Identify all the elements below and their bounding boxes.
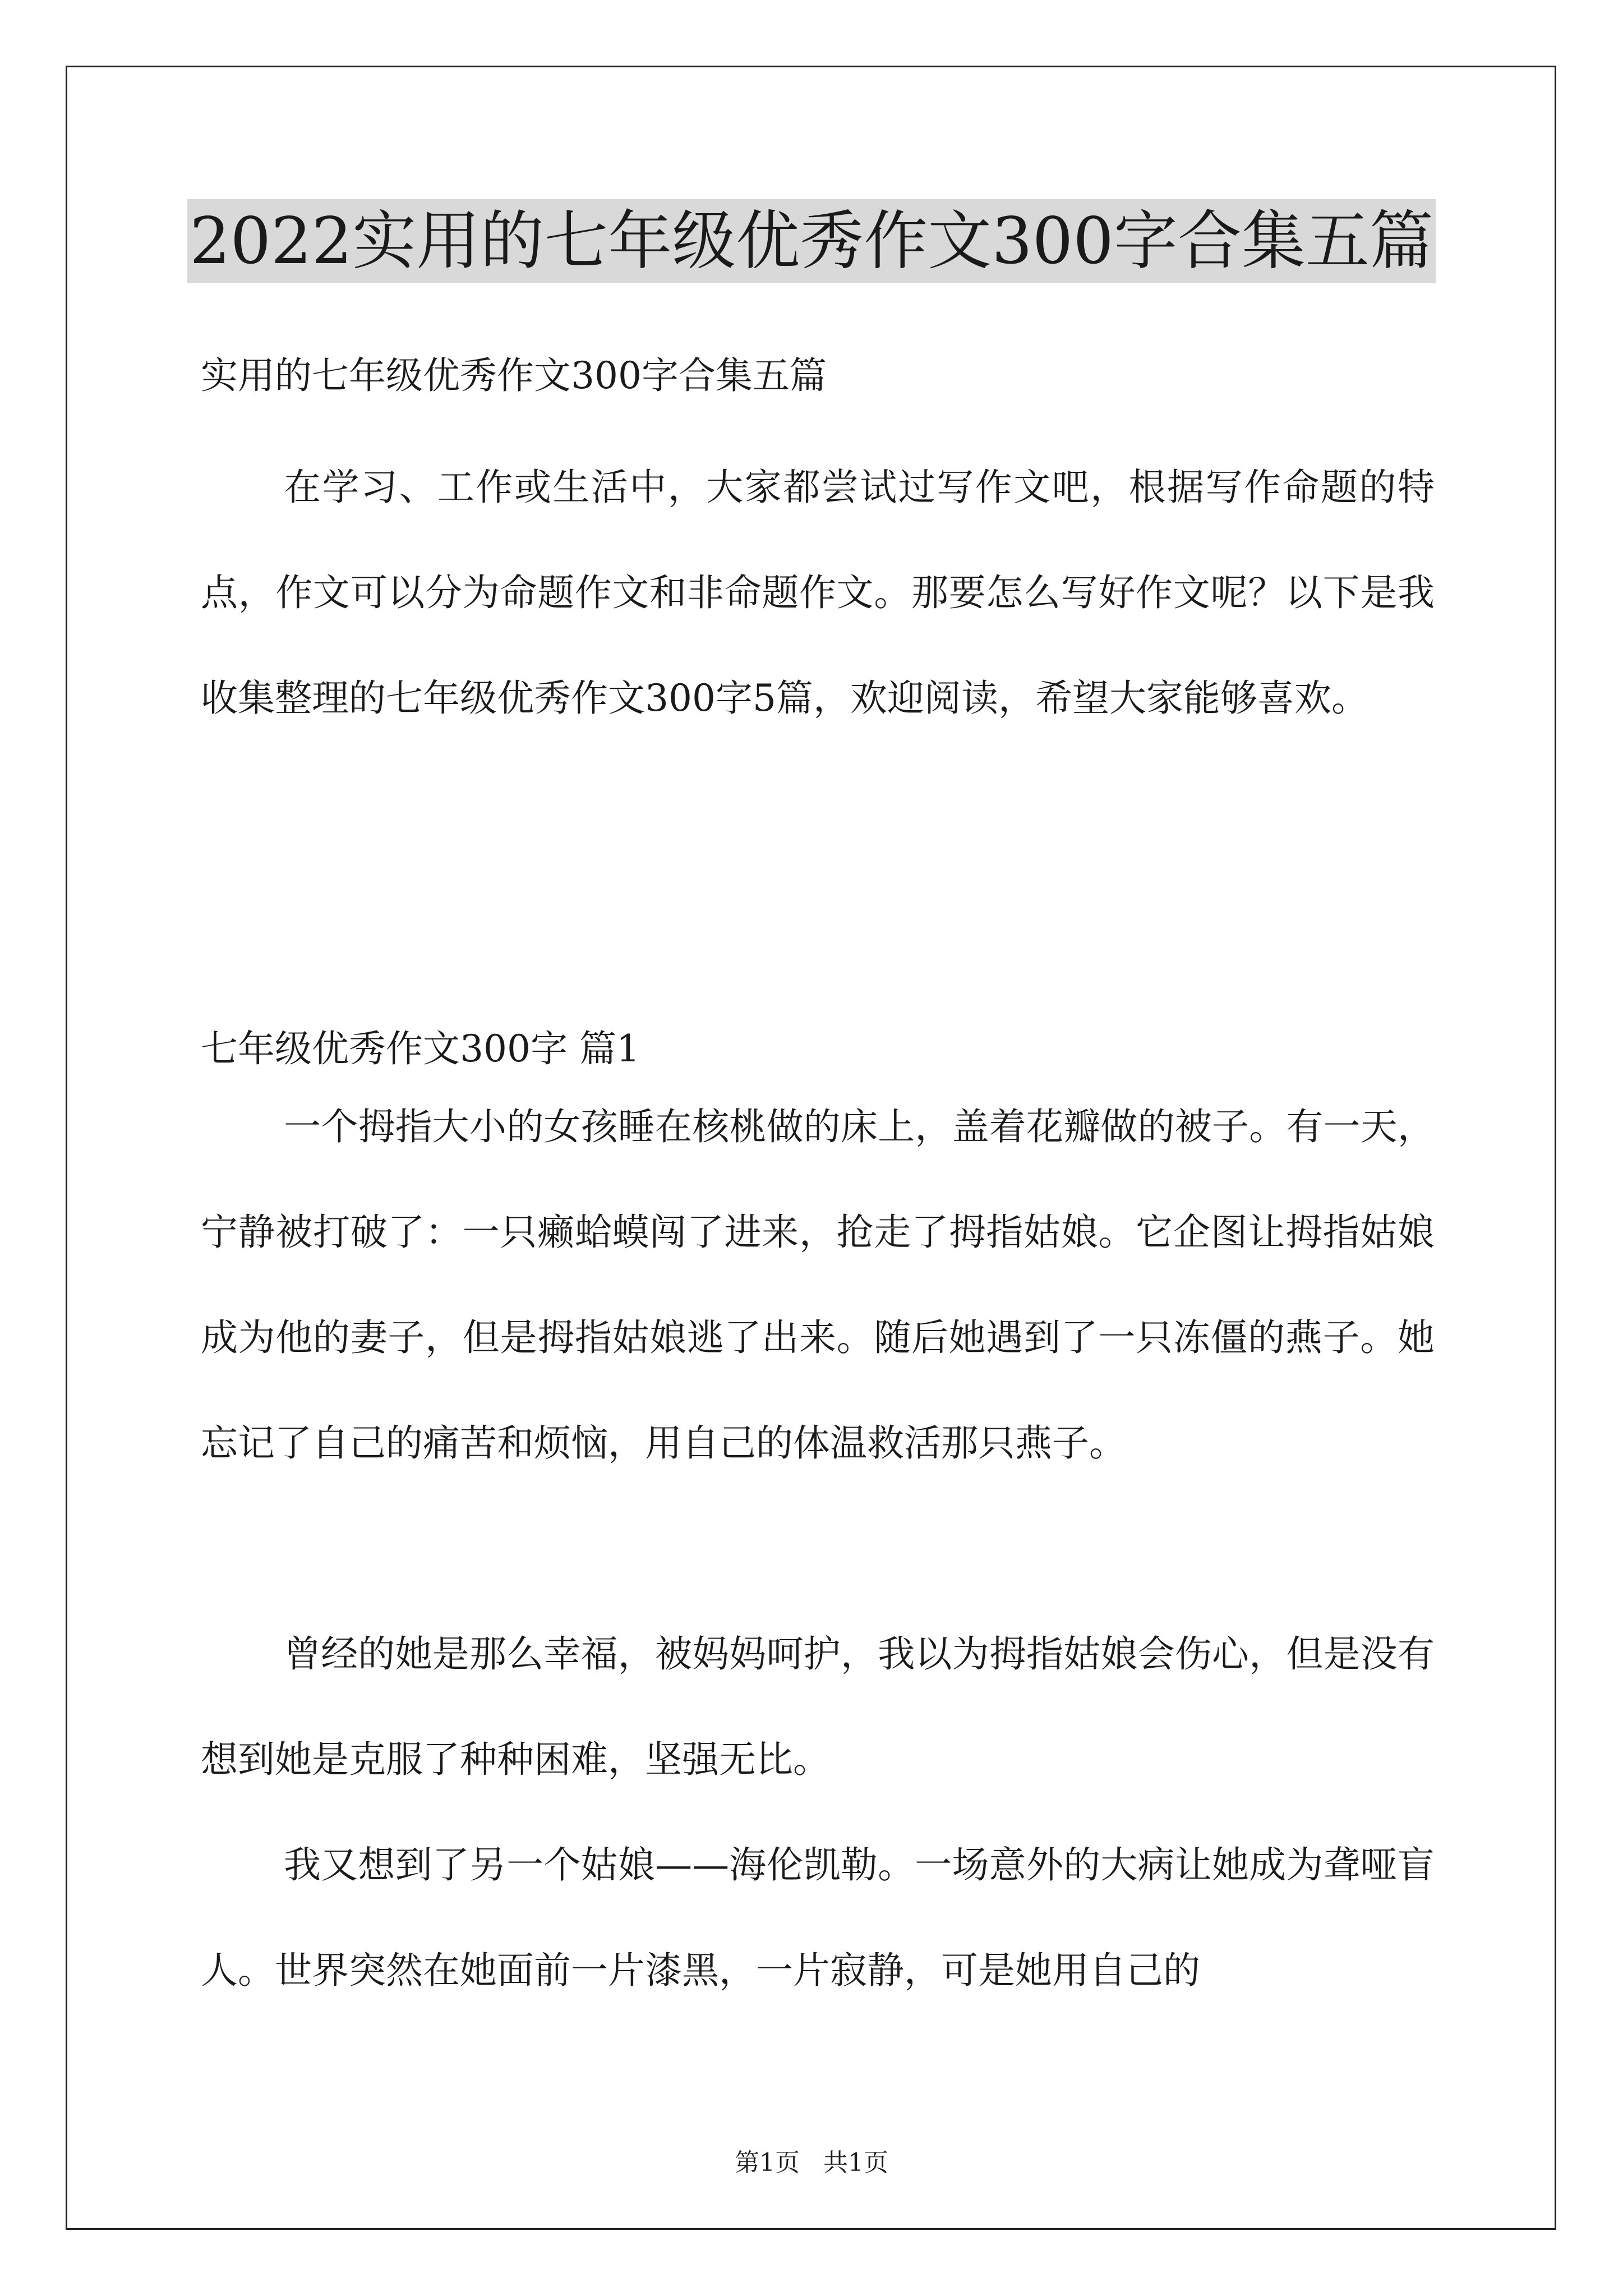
page-footer: 第1页 共1页 xyxy=(735,2148,888,2177)
intro-paragraph: 在学习、工作或生活中，大家都尝试过写作文吧，根据写作命题的特点，作文可以分为命题作文和非命题作文。那要怎么写好作文呢？以下是我收集整理的七年级优秀作文300字5篇，欢迎阅读，希望大家能够喜欢。 xyxy=(201,466,1435,720)
body-paragraph-2: 曾经的她是那么幸福，被妈妈呵护，我以为拇指姑娘会伤心，但是没有想到她是克服了种种困难，坚强无比。 xyxy=(201,1632,1435,1781)
title-container xyxy=(0,199,1623,283)
document-subtitle: 实用的七年级优秀作文300字合集五篇 xyxy=(201,354,827,397)
body-paragraph-3: 我又想到了另一个姑娘——海伦凯勒。一场意外的大病让她成为聋哑盲人。世界突然在她面前一片漆黑，一片寂静，可是她用自己的 xyxy=(201,1843,1435,1992)
document-title: 2022实用的七年级优秀作文300字合集五篇 xyxy=(187,199,1436,283)
body-paragraph-1: 一个拇指大小的女孩睡在核桃做的床上，盖着花瓣做的被子。有一天，宁静被打破了：一只癞蛤蟆闯了进来，抢走了拇指姑娘。它企图让拇指姑娘成为他的妻子，但是拇指姑娘逃了出来。随后她遇到了一只冻僵的燕子。她忘记了自己的痛苦和烦恼，用自己的体温救活那只燕子。 xyxy=(201,1105,1435,1465)
section-heading: 七年级优秀作文300字 篇1 xyxy=(201,1027,640,1070)
